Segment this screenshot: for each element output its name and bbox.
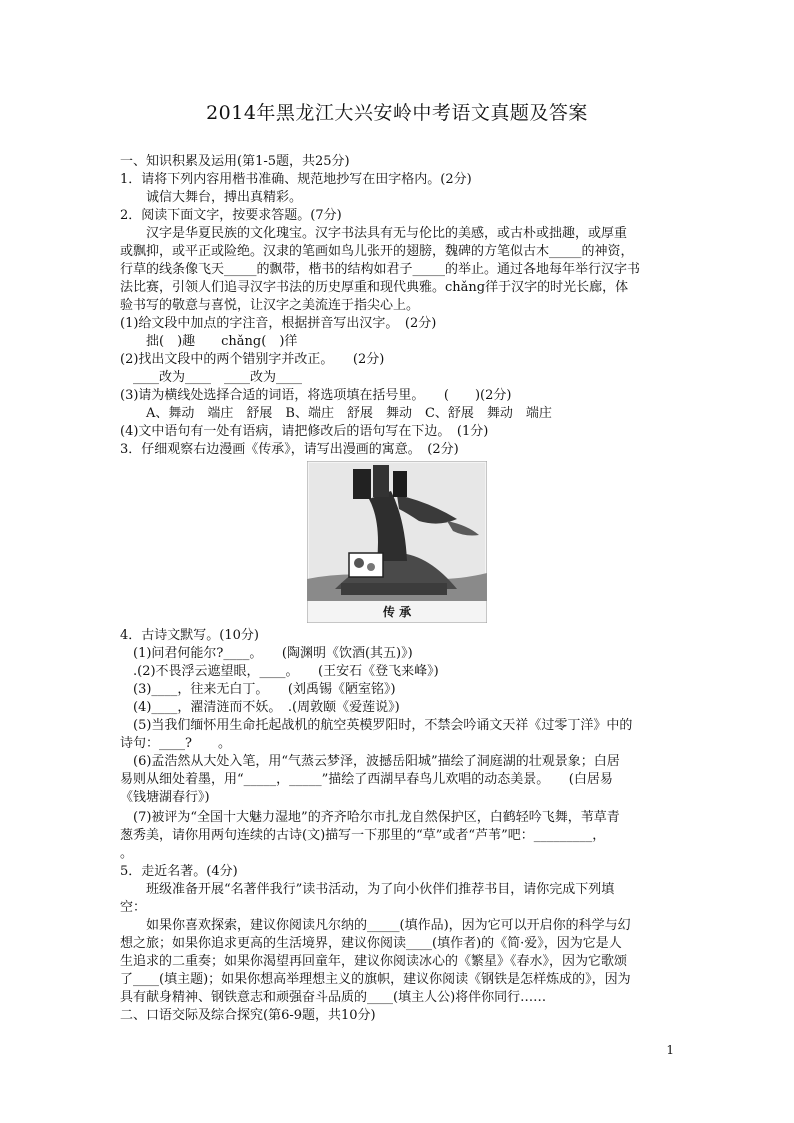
text-line: (3)请为横线处选择合适的词语，将选项填在括号里。 ( )(2分) [120,388,512,403]
text-line: 生追求的二重奏；如果你渴望再回童年，建议你阅读冰心的《繁星》《春水》，因为它歌颂 [120,954,628,969]
text-line: 1．请将下列内容用楷书准确、规范地抄写在田字格内。(2分) [120,172,472,187]
text-line: 行草的线条像飞天_____的飘带，楷书的结构如君子_____的举止。通过各地每年举行汉字书 [120,262,641,277]
page-title: 2014年黑龙江大兴安岭中考语文真题及答案 [206,102,588,124]
text-line: 4．古诗文默写。(10分) [120,628,259,643]
comic-caption: 传 承 [382,605,412,619]
page-number: 1 [666,1043,674,1057]
text-line: 空： [120,900,147,915]
text-line: A、舞动 端庄 舒展 B、端庄 舒展 舞动 C、舒展 舞动 端庄 [120,406,552,421]
text-line: 二、口语交际及综合探究(第6-9题，共10分) [120,1008,376,1023]
text-line: 验书写的敬意与喜悦，让汉字之美流连于指尖心上。 [120,298,420,313]
text-line: 了____(填主题)；如果你想高举理想主义的旗帜，建议你阅读《钢铁是怎样炼成的》，因为 [120,972,631,987]
text-line: 2．阅读下面文字，按要求答题。(7分) [120,208,342,223]
text-line: 诚信大舞台，搏出真精彩。 [120,190,303,205]
comic-image [307,461,487,623]
text-line: 葱秀美，请你用两句连续的古诗(文)描写一下那里的“草”或者“芦苇”吧：_________， [120,828,606,843]
text-line: (5)当我们缅怀用生命托起战机的航空英模罗阳时，不禁会吟诵文天祥《过零丁洋》中的 [120,718,633,733]
text-line: ____改为____ ____改为____ [120,370,303,385]
text-line: (1)问君何能尔?____。 (陶渊明《饮酒(其五)》) [120,646,413,661]
text-line: (3)____，往来无白丁。 (刘禹锡《陋室铭》) [120,682,396,697]
text-line: 想之旅；如果你追求更高的生活境界，建议你阅读____(填作者)的《简·爱》，因为它是人 [120,936,622,951]
text-line: 或飘抑，或平正或险绝。汉隶的笔画如鸟儿张开的翅膀，魏碑的方笔似古木_____的神资， [120,244,634,259]
text-line: 班级准备开展“名著伴我行”读书活动，为了向小伙伴们推荐书目，请你完成下列填 [120,882,615,897]
text-line: (7)被评为“全国十大魅力湿地”的齐齐哈尔市扎龙自然保护区，白鹤轻吟飞舞，苇草青 [120,810,620,825]
text-line: 汉字是华夏民族的文化瑰宝。汉字书法具有无与伦比的美感，或古朴或拙趣，或厚重 [120,226,628,241]
text-line: (6)孟浩然从大处入笔，用“气蒸云梦泽，波撼岳阳城”描绘了洞庭湖的壮观景象；白居 [120,754,620,769]
text-line: (1)给文段中加点的字注音，根据拼音写出汉字。 (2分) [120,316,437,331]
text-line: .(2)不畏浮云遮望眼，____。 (王安石《登飞来峰》) [120,664,439,679]
text-line: 一、知识积累及运用(第1-5题，共25分) [120,154,350,169]
text-line: (4)文中语句有一处有语病，请把修改后的语句写在下边。 (1分) [120,424,489,439]
comic-illustration [307,461,487,623]
text-line: 法比赛，引领人们追寻汉字书法的历史厚重和现代典雅。chǎng徉于汉字的时光长廊，体 [120,280,629,295]
text-line: (2)找出文段中的两个错别字并改正。 (2分) [120,352,385,367]
text-line: 如果你喜欢探索，建议你阅读凡尔纳的_____(填作品)，因为它可以开启你的科学与幻 [120,918,631,933]
text-line: 易则从细处着墨，用“_____，_____”描绘了西湖早春鸟儿欢唱的动态美景。 (白居易 [120,772,613,787]
text-line: 3．仔细观察右边漫画《传承》，请写出漫画的寓意。 (2分) [120,442,459,457]
text-line: 具有献身精神、钢铁意志和顽强奋斗品质的____(填主人公)将伴你同行…… [120,990,547,1005]
text-line: 。 [120,846,134,861]
text-line: 拙( )趣 chǎng( )徉 [120,334,298,349]
text-line: 《钱塘湖春行》) [120,790,210,805]
text-line: 5．走近名著。(4分) [120,864,238,879]
text-line: 诗句：____? 。 [120,736,231,751]
text-line: (4)____，濯清涟而不妖。 .(周敦颐《爱莲说》) [120,700,400,715]
